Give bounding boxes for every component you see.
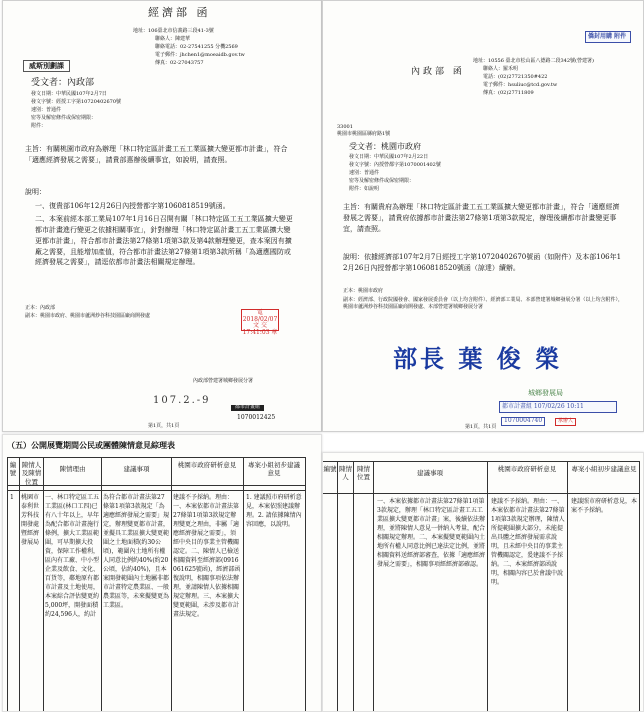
right-header-suggestion: 建議事項 [417,469,443,477]
left-office-no: 1070012425 [237,414,276,421]
right-page-no: 第1頁，共1頁 [465,424,497,430]
row-no: 1 [10,494,14,501]
right-table-page [322,452,644,712]
row-petitioner: 桃園市泰利世芳科技開發處暨經濟發展局 [21,494,40,546]
right-signature: 部長 葉 俊 榮 [393,344,563,373]
row-group-opinion: 1. 建議照市府研析意見，本案依照建議辦理。2. 請依據陳情內容回應，以說明。 [246,494,302,528]
header-city-opinion: 桃園市政府研析意見 [177,461,237,469]
left-contact-person: 聯絡人：陳建華 [155,36,191,42]
row-city-opinion: 建議不予採納。理由：一、本案依都市計畫法第27條第1項第3款規定辦理變更之理由，非屬「適應經濟發展之需要」，須經中央目的事業主管機關認定。二、陳情人已檢送相關資料至經濟部(0916061625號函)，經濟部函復說明，相關事項依法辦理，並請陳情人依據相關規定辦理。三、本案擴大變更範圍，未涉及都市計畫法規定。 [173,494,241,618]
right-fax: 傳真：(02)27711809 [483,90,534,96]
right-header-group: 專案小組初步建議意見 [571,465,637,473]
right-attachment: 附件：如說明 [349,186,380,192]
right-date-stamp: 都市計畫組 107/02/26 10:11 [499,401,617,413]
left-doc-no: 發文字號：經授工字第10720402670號 [31,99,121,105]
right-subject: 主旨：有關貴府為辦理「林口特定區計畫工五工業區擴大變更都市計畫」，符合「適應經濟發展之需要」，請貴府依據都市計畫法第27條第1項第3款規定，辦理後續都市計畫變更事宜，請查照。 [343,203,620,233]
right-bcc: 副本：經濟部、行政院國發會、國家發展委員會（以上均含附件）、經濟部工業局、本部營建署城鄉發展分署（以上均含附件），桃園市蘆洲炒谷科技園區廠商開發處、本部營建署城鄉發展分署 [343,297,624,310]
right-header-location: 陳情位置 [357,465,370,482]
left-explain-label: 說明： [25,188,46,196]
left-date: 發文日期：中華民國107年2月7日 [31,91,107,97]
left-secrecy: 密等及解密條件或保密期限： [31,115,97,121]
left-stamp-date: 107.2.-9 [153,395,211,406]
left-subject: 主旨：有關桃園市政府為辦理「林口特定區計畫工五工業區擴大變更都市計畫」，符合「適應經濟發展之需要」，請貴部惠辦後續事宜，如說明，請查照。 [25,145,288,164]
left-cc: 正本：內政部 [25,305,56,311]
header-reason: 陳情理由 [59,465,86,473]
right-explain: 說明：依據經濟部107年2月7日經授工字第10720402670號函（如附件）及本部106年12月26日內授營都字第1060818520號函（諒達）續辦。 [343,253,622,272]
row-reason: 一、林口特定區工五工業區(林口工四)已有八十年以上，早年為配合都市計畫施行條例，擴大工業區範圍，可早期擴大投資，保障工作權利，區內有工廠、中小型企業及飲食、文化、百貨等，鄰地原有都市計畫及土地使用，本案綜合評估變更約5,000坪，開發面積約24,596人，約計 [45,494,99,618]
right-row-continued: 一、本案依據都市計畫法第27條第1項第3款規定，辦理「林口特定區計畫工五工業區擴大變更都市計畫」案，後續依法辦理，並將陳情人意見一併納入考量，配合相關規定辦理。二、本案擬變更範圍內土地所有權人同意比例已達法定比例，並將相關資料送經濟部審查，依據「適應經濟發展之需要」，相關事項經經濟部確認。 [377,498,485,568]
right-header-city: 桃園市政府研析意見 [497,465,557,473]
left-item-1: 一、復貴部106年12月26日內授營都字第1060818519號函。 [35,202,230,210]
right-postal-code: 33001 [337,124,353,130]
right-email: 電子郵件：hsuliuc@tcd.gov.tw [483,82,558,88]
left-attachment: 附件： [31,123,47,129]
right-date: 發文日期：中華民國107年2月22日 [349,154,429,160]
header-no: 編號 [9,461,17,478]
left-item-2: 二、本案前經本部工業局107年1月16日召開有關「林口特定區工五工業區擴大變更都市計畫進行變更之依據相關事宜」，針對辦理「林口特定區計畫工五工業區擴大變更都市計畫」，符合都市計畫法第27條第1項第3款及第4款辦理變更，查本案因有擴廠之需要，且能增加產值，符合都市計畫法第27條第1項第3款所稱「為適應國防或經濟發展之需要」，請逕依都市計畫法相關規定辦理。 [35,215,293,267]
right-stamp-no: 1070004740 [501,417,545,426]
right-recipient-addr: 桃園市桃園區縣府路1號 [337,131,391,137]
left-org-title: 經濟部 函 [148,6,211,19]
header-suggestion: 建議事項 [123,465,150,473]
left-office-label: 內政部營建署城鄉發展分署 [193,378,254,384]
right-org-title: 內政部 函 [411,67,465,77]
right-speed: 速別：普通件 [349,170,380,176]
right-header-no: 編號 [323,465,337,473]
left-office-bar: 都市計畫組 [231,405,264,411]
right-letter-page [322,0,644,432]
left-bcc: 副本：桃園市政府、桃園市蘆洲炒谷科技園區廠商開發處 [25,313,151,319]
right-row-group: 建議照市府研析意見，本案不予採納。 [571,498,637,514]
right-row-city: 建議不予採納。理由：一、本案依都市計畫法第27條第1項第3款規定辦理，陳情人所提範圍擴大部分，未能提出具體之經濟發展需求說明，且未經中央目的事業主管機關認定，爰建議不予採納。二、本案經濟部函說明，相關內容已於會議中說明。 [491,498,565,586]
left-speed: 速別：普通件 [31,107,62,113]
right-stamp-tag: 承辦人 [555,418,576,426]
right-recipient: 受文者：桃園市政府 [349,142,421,151]
header-group-opinion: 專案小組初步建議意見 [248,461,300,478]
right-doc-no: 發文字號：內授營都字第1070001402號 [349,162,441,168]
right-contact-person: 聯絡人：羅禾明 [483,66,519,72]
right-office-label: 城鄉發展局 [528,389,563,397]
left-table-page [2,434,322,712]
right-address: 地址：10556 臺北市松山區八德路二段342號(營建署) [473,58,594,64]
right-top-stamp: 僑封用購 附件 [585,31,631,43]
left-recipient-box: 威斯別劃課 [23,60,70,72]
right-secrecy: 密等及解密條件或保密期限： [349,178,415,184]
right-cc: 正本：桃園市政府 [343,288,384,294]
left-email: 電子郵件：jhchen1@moeaidb.gov.tw [155,52,245,58]
left-page-no: 第1頁，共1頁 [148,423,180,429]
left-fax: 傳真：02-27043757 [155,60,204,66]
header-petitioner: 陳情人及陳情位置 [21,461,42,486]
right-phone: 電話：(02)27721350#422 [483,74,548,80]
row-suggestion: 為符合都市計畫法第27條第1項第3款規定「為適應經濟發展之需要」規定，辦理變更都市計畫，並擬具工業區擴大變更範圍之土地面積(約30公頃)，範圍內土地所有權人同意比例約40%(約20公頃，佔約40%)，且本案開發範圍內土地屬非都市計畫特定農業區、一般農業區等，未來擬變更為工業區。 [103,494,169,609]
left-receipt-stamp: 電 2018/02/07 文 交 17:41:03 章 [242,309,278,336]
left-letter-page [2,0,322,432]
left-address: 地址：106臺北市信義路三段41-3號 [133,28,214,34]
left-recipient: 受文者：內政部 [31,78,95,88]
right-header-petitioner: 陳情人 [339,465,352,482]
table-title: （五）公開展覽期間公民或團體陳情意見綜理表 [7,440,175,450]
left-phone: 聯絡電話：02-27541255 分機2569 [155,44,238,50]
